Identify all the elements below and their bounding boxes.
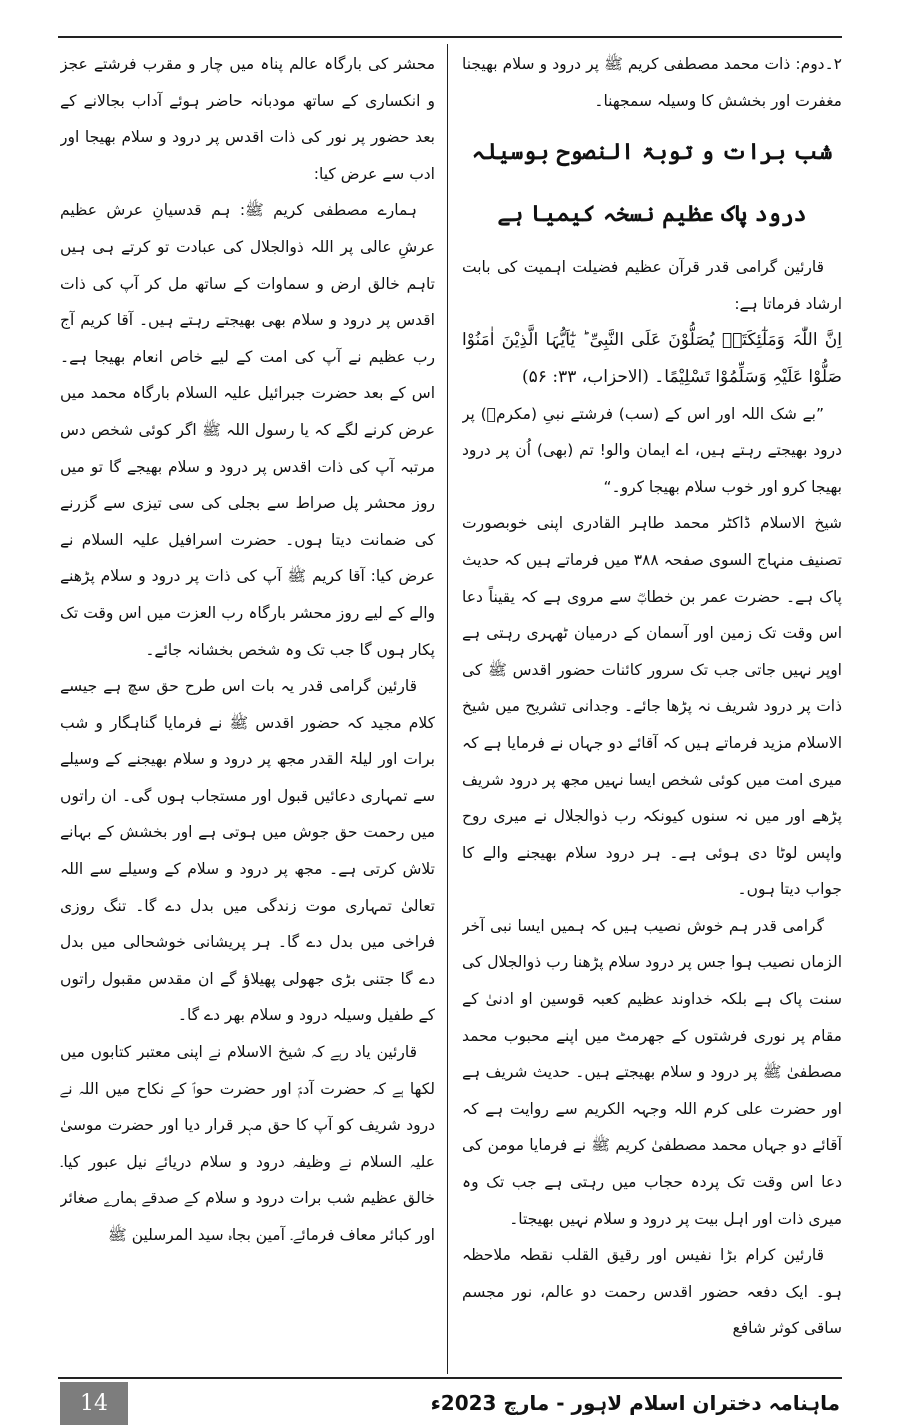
quran-verse: اِنَّ اللّٰہَ وَمَلٰٓئِکَتَہٗ یُصَلُّوْنَ عَلَی النَّبِیِّ ؕ یٰٓاَیُّہَا الَّذِیْنَ اٰمَنُوْا صَلُّوْا عَلَیْہِ وَسَلِّمُوْا تَسْلِیْمًا۔ (الاحزاب، ۳۳: ۵۶)	[462, 330, 842, 387]
bottom-rule	[58, 1377, 842, 1379]
verse-translation: ”بے شک اللہ اور اس کے (سب) فرشتے نبیِ (مکرمؐ) پر درود بھیجتے رہتے ہیں، اے ایمان والو! تم (بھی) اُن پر درود بھیجا کرو اور خوب سلام بھیجا کرو۔“	[462, 404, 842, 496]
paragraph: قارئین گرامی قدر یہ بات اس طرح حق سچ ہے جیسے کلام مجید کہ حضور اقدس ﷺ نے فرمایا گناہگار و شب برات اور لیلۃ القدر مجھ پر درود و سلام بھیجنے کے وسیلے سے تمہاری دعائیں قبول اور مستجاب ہوں گی۔ ان راتوں میں رحمت حق جوش میں ہوتی ہے اور بخشش کے بہانے تلاش کرتی ہے۔ مجھ پر درود و سلام کے وسیلے سے اللہ تعالیٰ تمہاری موت زندگی میں بدل دے گا۔ تنگ روزی فراخی میں بدل دے گا۔ ہر پریشانی خوشحالی میں بدل دے گا جتنی بڑی جھولی پھیلاؤ گے ان مقدس مقبول راتوں کے طفیل وسیلہ درود و سلام بھر دے گا۔	[60, 677, 435, 1025]
page-number: 14	[60, 1382, 128, 1425]
right-column	[462, 46, 842, 1371]
paragraph: قارئین گرامی قدر قرآن عظیم فضیلت اہمیت کی بابت ارشاد فرماتا ہے:	[462, 258, 842, 313]
article-heading: شب برات و توبۃ النصوح بوسیلہ درود پاک عظیم نسخہ کیمیا ہے	[471, 139, 833, 228]
paragraph: شیخ الاسلام ڈاکٹر محمد طاہر القادری اپنی خوبصورت تصنیف منہاج السوی صفحہ ۳۸۸ میں فرماتے ہیں کہ حدیث پاک ہے۔ حضرت عمر بن خطابؓ سے مروی ہے کہ یقیناً دعا اس وقت تک زمین اور آسمان کے درمیان ٹھہری رہتی ہے اوپر نہیں جاتی جب تک سرور کائنات حضور اقدس ﷺ کی ذات پر درود شریف نہ پڑھا جائے۔ وجدانی تشریح میں شیخ الاسلام مزید فرماتے ہیں کہ آقائے دو جہاں نے فرمایا ہے کہ میری امت میں کوئی شخص ایسا نہیں مجھ پر درود شریف پڑھے اور میں نہ سنوں کیونکہ رب ذوالجلال نے میری روح واپس لوٹا دی ہوئی ہے۔ ہر درود سلام بھیجنے والے کا جواب دیتا ہوں۔	[462, 514, 842, 899]
column-divider	[447, 44, 448, 1374]
paragraph: محشر کی بارگاہ عالم پناہ میں چار و مقرب فرشتے عجز و انکساری کے ساتھ مودبانہ حاضر ہوئے آداب بجالانے کے بعد حضور پر نور کی ذات اقدس پر درود و سلام بھیجا اور ادب سے عرض کیا:	[60, 55, 435, 183]
paragraph: ہمارے مصطفی کریم ﷺ: ہم قدسیانِ عرش عظیم عرشِ عالی پر اللہ ذوالجلال کی عبادت تو کرتے ہی ہیں تاہم خالق ارض و سماوات کے ساتھ مل کر آپ کی ذات اقدس پر درود و سلام بھی بھیجتے رہتے ہیں۔ آقا کریم آج رب عظیم نے آپ کی امت کے لیے خاص انعام بھیجا ہے۔ اس کے بعد حضرت جبرائیل علیہ السلام بارگاہ محمد میں عرض کرنے لگے کہ یا رسول اللہ ﷺ اگر کوئی شخص دس مرتبہ آپ کی ذات اقدس پر درود و سلام بھیجے گا تو میں روز محشر پل صراط سے بجلی کی سی تیزی سے گزرنے کی ضمانت دیتا ہوں۔ حضرت اسرافیل علیہ السلام نے عرض کیا: آقا کریم ﷺ آپ کی ذات پر درود و سلام پڑھنے والے کے لیے روز محشر بارگاہ رب العزت میں اس وقت تک پکار ہوں گا جب تک وہ شخص بخشانہ جائے۔	[60, 201, 435, 659]
paragraph: گرامی قدر ہم خوش نصیب ہیں کہ ہمیں ایسا نبی آخر الزماں نصیب ہوا جس پر درود سلام پڑھنا رب ذوالجلال کی سنت پاک ہے بلکہ خداوند عظیم کعبہ قوسین او ادنیٰ کے مقام پر نوری فرشتوں کے جھرمٹ میں اپنے محبوب محمد مصطفیٰ ﷺ پر درود و سلام بھیجتے ہیں۔ حدیث شریف ہے اور حضرت علی کرم اللہ وجہہ الکریم سے روایت ہے کہ آقائے دو جہاں محمد مصطفیٰ کریم ﷺ نے فرمایا مومن کی دعا اس وقت تک پردہ حجاب میں رہتی ہے جب تک وہ میری ذات اور اہل بیت پر درود و سلام نہیں بھیجتا۔	[462, 916, 842, 1228]
intro-paragraph: ۲۔دوم: ذات محمد مصطفی کریم ﷺ پر درود و سلام بھیجنا مغفرت اور بخشش کا وسیلہ سمجھنا۔	[462, 55, 842, 110]
magazine-title: ماہنامہ دختران اسلام لاہور - مارچ 2023ء	[430, 1391, 840, 1415]
top-rule	[58, 36, 842, 38]
paragraph: قارئین یاد رہے کہ شیخ الاسلام نے اپنی معتبر کتابوں میں لکھا ہے کہ حضرت آدمؑ اور حضرت حواؑ کے نکاح میں اللہ نے درود شریف کو آپ کا حق مہر قرار دیا اور حضرت موسیٰ علیہ السلام نے وظیفہ درود و سلام دریائے نیل عبور کیا۔ خالق عظیم شب برات درود و سلام کے صدقے ہمارے صغائر اور کبائر معاف فرمائے۔ آمین بجاہ سید المرسلین ﷺ	[60, 1043, 435, 1244]
paragraph: قارئین کرام بڑا نفیس اور رقیق القلب نقطہ ملاحظہ ہو۔ ایک دفعہ حضور اقدس رحمت دو عالم، نور مجسم ساقی کوثر شافع	[462, 1246, 842, 1338]
left-column	[60, 46, 435, 1371]
